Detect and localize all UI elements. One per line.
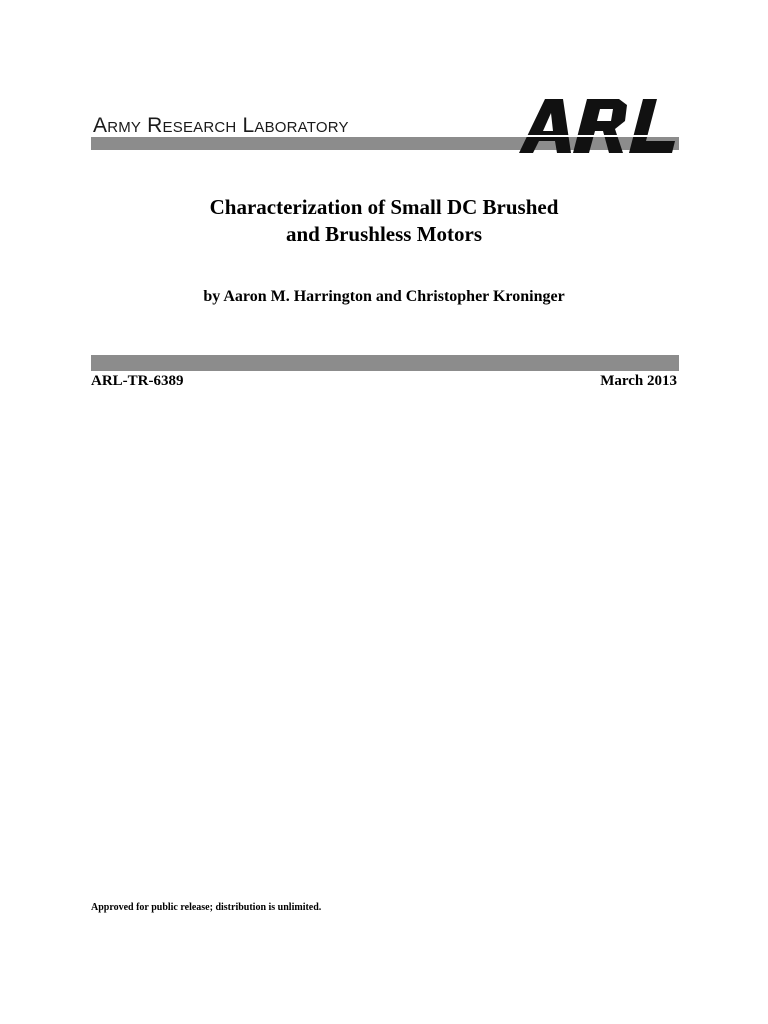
organization-name: Army Research Laboratory	[93, 114, 349, 137]
title-line-2: and Brushless Motors	[285, 222, 483, 246]
title-line-1: Characterization of Small DC Brushed	[209, 195, 559, 219]
report-number: ARL-TR-6389	[91, 373, 184, 389]
arl-logo	[515, 95, 679, 155]
report-header	[91, 95, 679, 155]
report-title	[0, 194, 768, 248]
authors-line: by Aaron M. Harrington and Christopher Kroninger	[203, 288, 565, 305]
report-date: March 2013	[600, 373, 677, 389]
release-statement: Approved for public release; distribution is unlimited.	[91, 902, 322, 913]
divider-bar	[91, 355, 679, 371]
